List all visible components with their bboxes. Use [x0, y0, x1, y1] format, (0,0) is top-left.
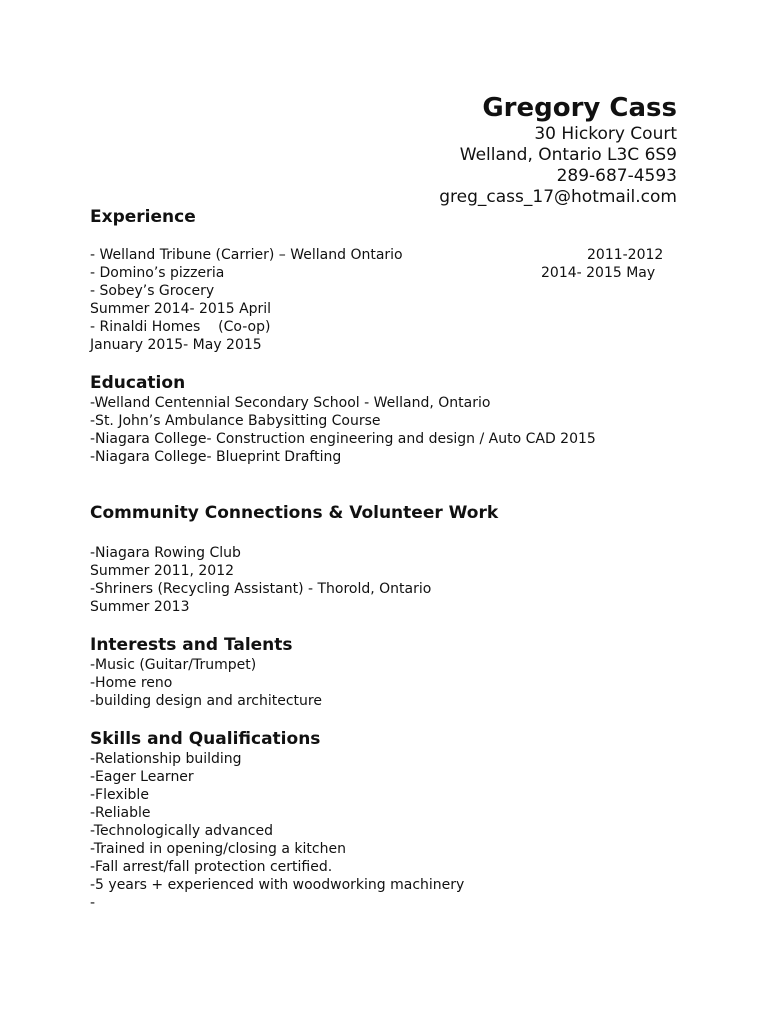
skill-item: -Fall arrest/fall protection certified.: [90, 859, 333, 875]
interest-item: -Music (Guitar/Trumpet): [90, 657, 257, 673]
experience-date: 2014- 2015 May: [541, 265, 656, 281]
interest-item: -Home reno: [90, 675, 173, 691]
applicant-name: Gregory Cass: [482, 93, 677, 123]
experience-line: - Rinaldi Homes (Co-op): [90, 319, 271, 335]
address-line-1: 30 Hickory Court: [534, 124, 677, 144]
skill-item: -5 years + experienced with woodworking machinery: [90, 877, 465, 893]
skill-item: -Flexible: [90, 787, 149, 803]
skill-item: -Trained in opening/closing a kitchen: [90, 841, 346, 857]
education-item: -Niagara College- Blueprint Drafting: [90, 449, 342, 465]
education-item: -St. John’s Ambulance Babysitting Course: [90, 413, 381, 429]
experience-date: 2011-2012: [587, 247, 664, 263]
skill-item: -: [90, 895, 96, 911]
skill-item: -Eager Learner: [90, 769, 194, 785]
phone-number: 289-687-4593: [556, 166, 677, 186]
education-item: -Niagara College- Construction engineering and design / Auto CAD 2015: [90, 431, 596, 447]
interest-item: -building design and architecture: [90, 693, 322, 709]
experience-line: Summer 2014- 2015 April: [90, 301, 272, 317]
experience-line: - Sobey’s Grocery: [90, 283, 215, 299]
education-item: -Welland Centennial Secondary School - Welland, Ontario: [90, 395, 491, 411]
community-item: -Shriners (Recycling Assistant) - Thorold, Ontario: [90, 581, 432, 597]
experience-line: January 2015- May 2015: [90, 337, 262, 353]
interests-heading: Interests and Talents: [90, 635, 293, 655]
skills-heading: Skills and Qualifications: [90, 729, 321, 749]
experience-heading: Experience: [90, 207, 196, 227]
skill-item: -Technologically advanced: [90, 823, 273, 839]
community-item: Summer 2013: [90, 599, 190, 615]
skill-item: -Relationship building: [90, 751, 242, 767]
email-address: greg_cass_17@hotmail.com: [439, 187, 677, 207]
skill-item: -Reliable: [90, 805, 151, 821]
experience-line: - Welland Tribune (Carrier) – Welland Ontario: [90, 247, 403, 263]
community-item: Summer 2011, 2012: [90, 563, 235, 579]
education-heading: Education: [90, 373, 186, 393]
resume-header: [439, 92, 677, 208]
experience-line: - Domino’s pizzeria: [90, 265, 225, 281]
community-item: -Niagara Rowing Club: [90, 545, 241, 561]
community-heading: Community Connections & Volunteer Work: [90, 503, 499, 523]
address-line-2: Welland, Ontario L3C 6S9: [459, 145, 677, 165]
